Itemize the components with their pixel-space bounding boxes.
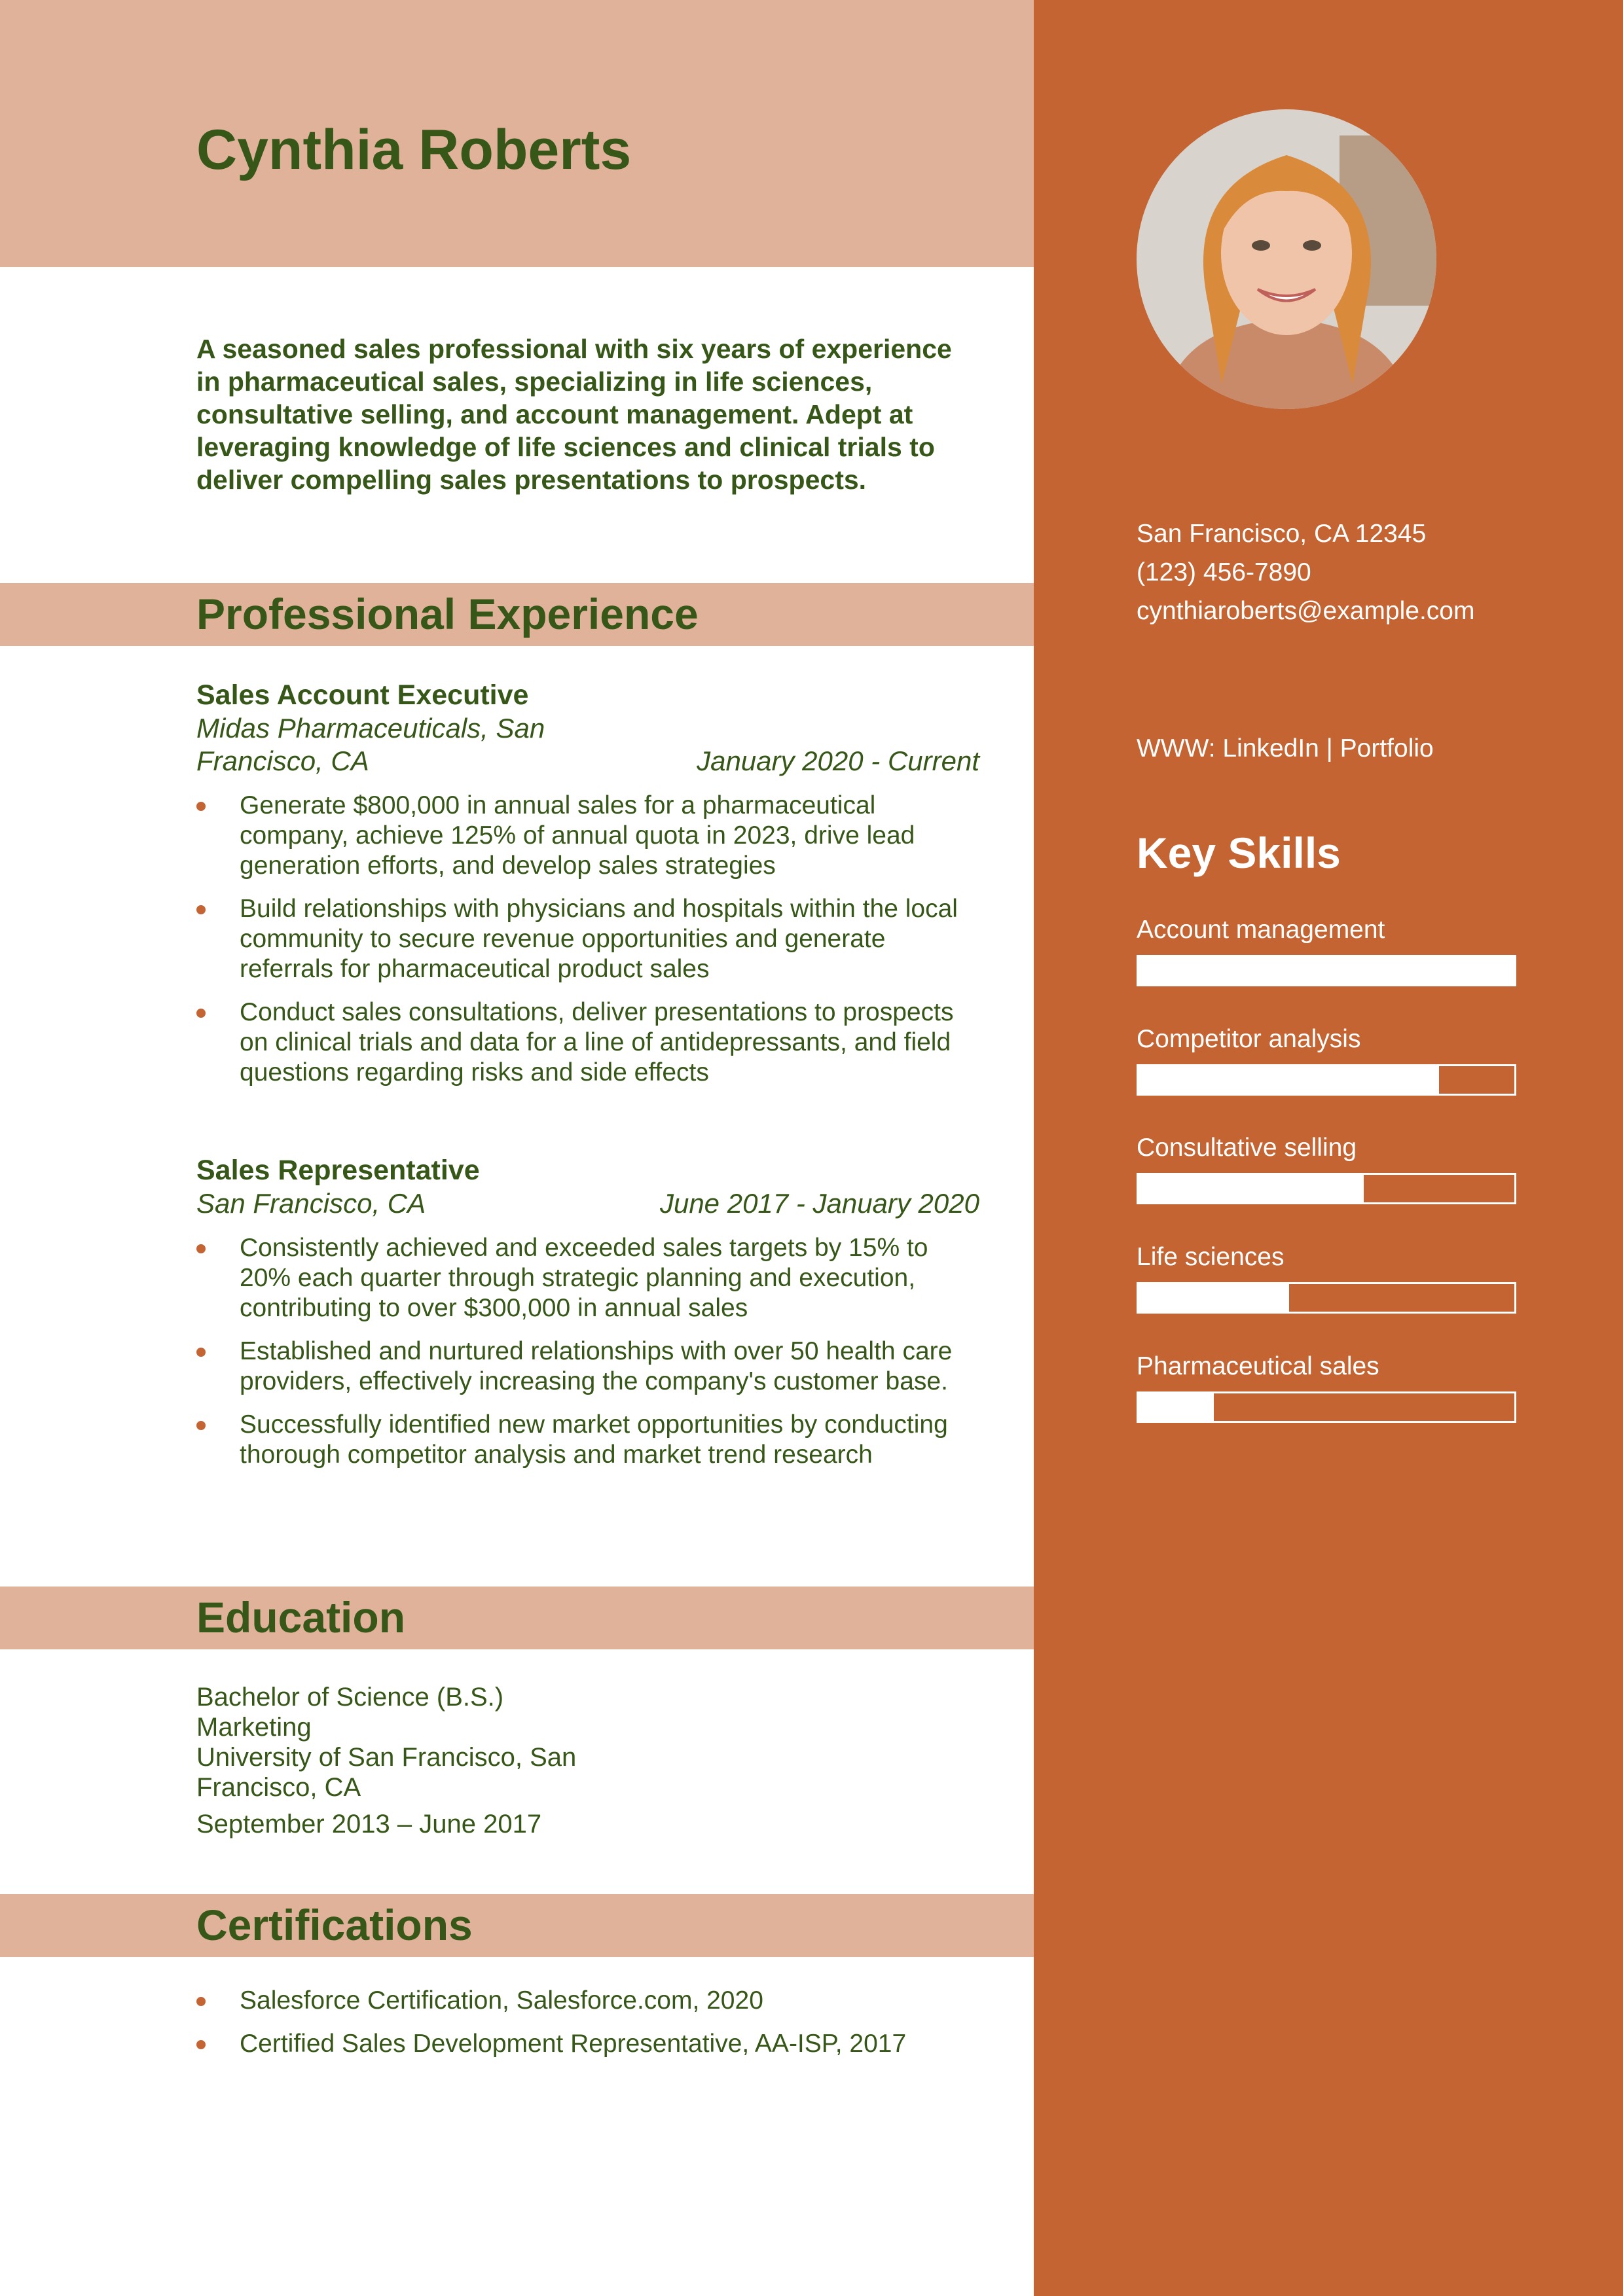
list-item: Generate $800,000 in annual sales for a pharmaceutical company, achieve 125% of annual quota in 2023, drive lead generation efforts, and develop sales strategies (196, 791, 979, 881)
certifications-heading: Certifications (196, 1901, 473, 1949)
skill-bar (1137, 955, 1516, 986)
school: University of San Francisco, San (196, 1743, 577, 1772)
skill-fill (1139, 957, 1514, 984)
web-links[interactable]: WWW: LinkedIn | Portfolio (1137, 734, 1434, 762)
job-bullets (196, 791, 979, 1088)
bullet-icon (196, 1009, 206, 1018)
skill-bar (1137, 1391, 1516, 1423)
contact-info (1137, 514, 1474, 630)
school-location: Francisco, CA (196, 1773, 361, 1802)
major: Marketing (196, 1713, 312, 1742)
phone: (123) 456-7890 (1137, 558, 1311, 586)
job-company: Midas Pharmaceuticals, San (196, 713, 545, 744)
job-dates: June 2017 - January 2020 (659, 1188, 979, 1219)
portrait-image (1137, 109, 1436, 409)
bullet-icon (196, 1244, 206, 1253)
bullet-icon (196, 2040, 206, 2049)
certifications-list (196, 1986, 982, 2072)
skill-fill (1139, 1175, 1364, 1202)
list-item: Established and nurtured relationships with over 50 health care providers, effectively increasing the company's customer base. (196, 1336, 979, 1397)
profile-photo (1137, 109, 1436, 409)
bullet-icon (196, 905, 206, 914)
skill-fill (1139, 1284, 1289, 1312)
job-location: Francisco, CA (196, 745, 369, 776)
list-item: Salesforce Certification, Salesforce.com, 2020 (196, 1986, 982, 2016)
job-1 (196, 678, 979, 1101)
job-bullets (196, 1233, 979, 1470)
skill-label: Pharmaceutical sales (1137, 1352, 1379, 1380)
skill-item (1137, 1132, 1519, 1204)
education-heading: Education (196, 1593, 406, 1641)
education-entry (196, 1682, 655, 1839)
bullet-icon (196, 1348, 206, 1357)
list-item: Consistently achieved and exceeded sales targets by 15% to 20% each quarter through strategic planning and execution, contributing to over $300,000 in annual sales (196, 1233, 979, 1323)
email-link[interactable]: cynthiaroberts@example.com (1137, 597, 1475, 625)
list-item: Conduct sales consultations, deliver presentations to prospects on clinical trials and data for a line of antidepressants, and field questions regarding risks and side effects (196, 997, 979, 1088)
experience-heading: Professional Experience (196, 590, 699, 638)
job-2 (196, 1153, 979, 1483)
skill-item (1137, 914, 1519, 986)
skill-bar (1137, 1064, 1516, 1096)
bullet-icon (196, 1421, 206, 1430)
certifications-band (0, 1894, 1034, 1957)
summary: A seasoned sales professional with six years of experience in pharmaceutical sales, specializing in life sciences, consultative selling, and account management. Adept at leveraging knowledge of life sciences and clinical trials to deliver compelling sales presentations to prospects. (196, 334, 952, 495)
education-dates: September 2013 – June 2017 (196, 1810, 542, 1839)
skill-bar (1137, 1173, 1516, 1204)
skill-item (1137, 1024, 1519, 1096)
bullet-icon (196, 802, 206, 811)
skill-label: Life sciences (1137, 1243, 1285, 1271)
skill-label: Account management (1137, 916, 1385, 944)
skills-heading: Key Skills (1137, 829, 1341, 877)
job-dates: January 2020 - Current (697, 745, 979, 776)
skill-fill (1139, 1066, 1439, 1094)
skill-bar (1137, 1282, 1516, 1314)
education-band (0, 1587, 1034, 1649)
skill-label: Consultative selling (1137, 1134, 1357, 1162)
degree: Bachelor of Science (B.S.) (196, 1683, 504, 1712)
skill-label: Competitor analysis (1137, 1025, 1361, 1053)
job-title: Sales Account Executive (196, 679, 529, 711)
list-item: Build relationships with physicians and hospitals within the local community to secure revenue opportunities and generate referrals for pharmaceutical product sales (196, 894, 979, 984)
bullet-icon (196, 1997, 206, 2006)
skill-fill (1139, 1393, 1214, 1421)
list-item: Certified Sales Development Representative, AA-ISP, 2017 (196, 2029, 982, 2059)
job-title: Sales Representative (196, 1155, 480, 1186)
skill-item (1137, 1351, 1519, 1423)
list-item: Successfully identified new market opportunities by conducting thorough competitor analysis and market trend research (196, 1410, 979, 1470)
address: San Francisco, CA 12345 (1137, 520, 1427, 548)
job-location: San Francisco, CA (196, 1188, 426, 1219)
skill-item (1137, 1242, 1519, 1314)
candidate-name: Cynthia Roberts (196, 118, 632, 181)
